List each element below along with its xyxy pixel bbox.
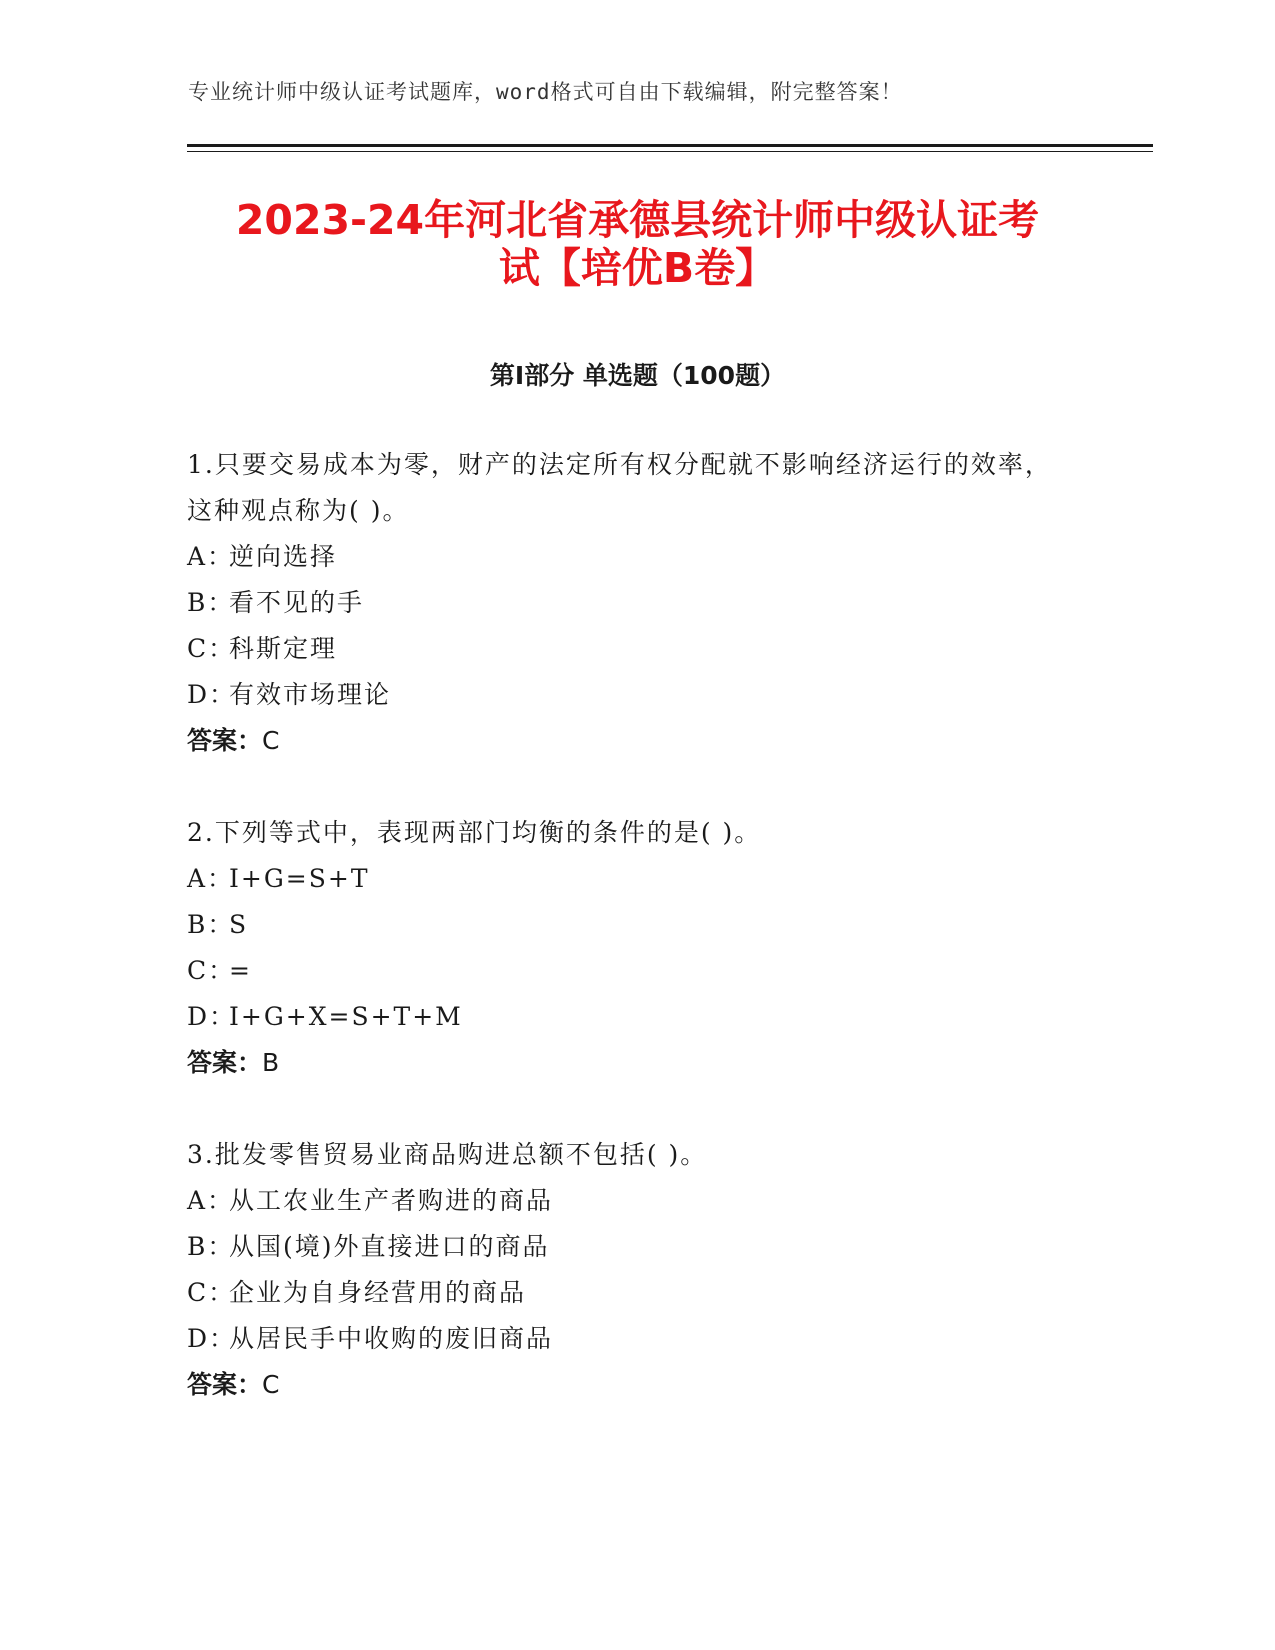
option-d <box>187 1316 1067 1362</box>
option-text: 从工农业生产者购进的商品 <box>229 1186 554 1215</box>
answer-value: C <box>262 726 280 755</box>
option-c <box>187 1270 1067 1316</box>
option-text: S <box>229 910 249 939</box>
question-3 <box>187 1132 1067 1408</box>
answer-label: 答案： <box>187 1370 263 1399</box>
question-stem: 2.下列等式中，表现两部门均衡的条件的是( )。 <box>187 818 762 847</box>
option-text: 企业为自身经营用的商品 <box>229 1278 527 1307</box>
question-list <box>187 442 1067 1408</box>
header-rule-thick <box>187 144 1153 147</box>
option-b <box>187 902 1067 948</box>
option-label: D： <box>187 1324 237 1353</box>
option-c <box>187 626 1067 672</box>
question-2 <box>187 810 1067 1086</box>
answer-line <box>187 718 1067 764</box>
option-label: A： <box>187 542 235 571</box>
option-label: B： <box>187 910 235 939</box>
section-title: 第Ⅰ部分 单选题（100题） <box>489 361 786 390</box>
answer-label: 答案： <box>187 1048 263 1077</box>
option-label: A： <box>187 1186 235 1215</box>
option-text: = <box>229 956 252 985</box>
option-b <box>187 580 1067 626</box>
option-label: C： <box>187 956 236 985</box>
question-1 <box>187 442 1067 764</box>
option-text: 科斯定理 <box>229 634 338 663</box>
option-text: I+G+X=S+T+M <box>229 1002 463 1031</box>
document-title <box>150 196 1125 292</box>
option-a <box>187 1178 1067 1224</box>
option-label: B： <box>187 588 235 617</box>
answer-value: B <box>262 1048 280 1077</box>
option-d <box>187 672 1067 718</box>
question-stem: 1.只要交易成本为零，财产的法定所有权分配就不影响经济运行的效率，这种观点称为( )。 <box>187 450 1052 525</box>
answer-line <box>187 1040 1067 1086</box>
option-text: 从国(境)外直接进口的商品 <box>229 1232 550 1261</box>
option-text: 看不见的手 <box>229 588 365 617</box>
option-label: D： <box>187 1002 237 1031</box>
option-label: C： <box>187 634 236 663</box>
option-a <box>187 856 1067 902</box>
answer-value: C <box>262 1370 280 1399</box>
option-a <box>187 534 1067 580</box>
header-rule-thin <box>187 151 1153 152</box>
option-d <box>187 994 1067 1040</box>
option-label: C： <box>187 1278 236 1307</box>
option-label: D： <box>187 680 237 709</box>
option-text: 逆向选择 <box>229 542 338 571</box>
option-c <box>187 948 1067 994</box>
option-b <box>187 1224 1067 1270</box>
answer-label: 答案： <box>187 726 263 755</box>
question-stem: 3.批发零售贸易业商品购进总额不包括( )。 <box>187 1140 708 1169</box>
option-text: I+G=S+T <box>229 864 370 893</box>
page-header: 专业统计师中级认证考试题库，word格式可自由下载编辑，附完整答案！ <box>188 80 903 104</box>
document-title-line-1: 2023-24年河北省承德县统计师中级认证考 <box>235 196 1040 244</box>
document-title-line-2: 试【培优B卷】 <box>498 244 777 292</box>
option-text: 从居民手中收购的废旧商品 <box>229 1324 554 1353</box>
option-label: A： <box>187 864 235 893</box>
option-text: 有效市场理论 <box>229 680 392 709</box>
option-label: B： <box>187 1232 235 1261</box>
answer-line <box>187 1362 1067 1408</box>
